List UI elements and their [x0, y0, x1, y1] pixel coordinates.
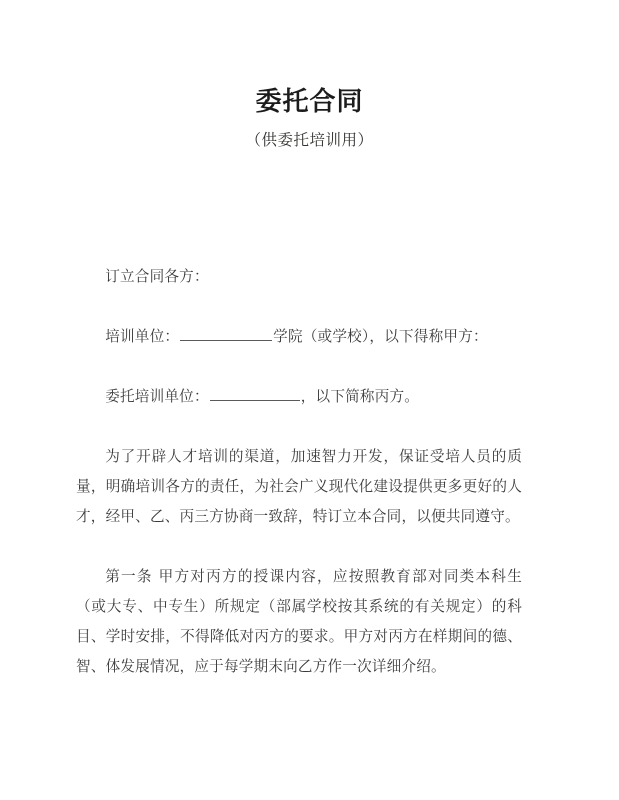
- commissioning-unit-fill-in-field[interactable]: [210, 386, 300, 401]
- document-body: [76, 262, 522, 682]
- spacer: [76, 292, 522, 322]
- party-suffix-commissioning-unit: ，以下简称丙方。: [300, 388, 420, 405]
- party-line-commissioning-unit: [76, 382, 522, 412]
- clause-paragraph-article-1: 第一条 甲方对丙方的授课内容，应按照教育部对同类本科生（或大专、中专生）所规定（部属学校按其系统的有关规定）的科目、学时安排，不得降低对丙方的要求。甲方对丙方在样期间的德、智、体发展情况，应于每学期末向乙方作一次详细介绍。: [76, 568, 522, 675]
- document-subtitle: （供委托培训用）: [245, 131, 374, 149]
- party-label-training-unit: 培训单位：: [105, 328, 180, 345]
- page-title: 委托合同: [255, 87, 364, 118]
- parties-heading: 订立合同各方：: [105, 268, 209, 285]
- training-unit-fill-in-field[interactable]: [180, 326, 272, 341]
- preamble-paragraph: 为了开辟人才培训的渠道，加速智力开发，保证受培人员的质量，明确培训各方的责任，为社会广义现代化建设提供更多更好的人才，经甲、乙、丙三方协商一致辞，特订立本合同，以便共同遵守。: [76, 448, 522, 525]
- party-suffix-training-unit: 学院（或学校），以下得称甲方：: [273, 328, 488, 345]
- party-line-training-unit: [76, 322, 522, 352]
- spacer: [76, 412, 522, 442]
- party-label-commissioning-unit: 委托培训单位：: [105, 388, 209, 405]
- spacer: [76, 532, 522, 562]
- spacer: [76, 352, 522, 382]
